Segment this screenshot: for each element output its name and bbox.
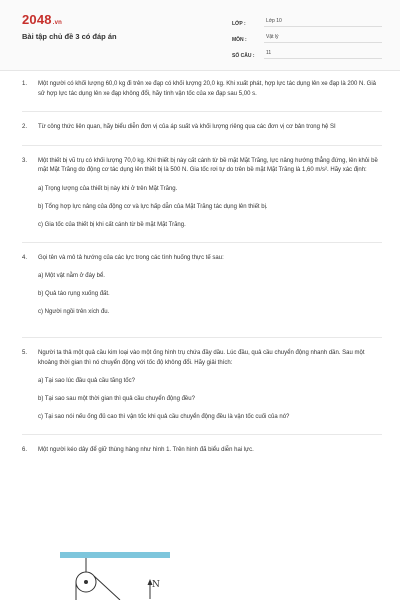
divider: [22, 145, 382, 146]
divider: [22, 111, 382, 112]
question-5: [22, 349, 382, 422]
sub-question: a) Tại sao lúc đầu quả cầu tăng tốc?: [38, 378, 135, 384]
sub-question: a) Trọng lượng của thiết bị này khi ở trên Mặt Trăng.: [38, 185, 178, 192]
sub-question: b) Tổng hợp lực nâng của động cơ và lực hấp dẫn của Mặt Trăng tác dụng lên thiết bị.: [38, 203, 268, 210]
sub-question: c) Tại sao nói nếu ống đủ cao thì vận tốc khi quả cầu chuyển động đều là vận tốc cuối của nó?: [38, 414, 290, 420]
meta-question-count: [232, 45, 382, 59]
pulley-axle: [84, 580, 88, 584]
force-label-n: N: [152, 580, 160, 590]
divider: [22, 337, 382, 338]
meta-value: 11: [264, 50, 382, 59]
meta-value: Vật lý: [264, 34, 382, 43]
sub-question: b) Tại sao sau một thời gian thì quả cầu chuyển động đều?: [38, 396, 195, 402]
question-number: 3.: [22, 157, 28, 164]
question-number: 4.: [22, 254, 28, 261]
meta-subject: [232, 29, 382, 43]
page-header: [0, 0, 400, 71]
meta-value: Lớp 10: [264, 18, 382, 27]
question-3: [22, 157, 382, 230]
sub-question: a) Một vật nằm ở đáy bể.: [38, 273, 105, 279]
question-text: Từ công thức liên quan, hãy biểu diễn đơn vị của áp suất và khối lượng riêng qua các đơn vị cơ bản trong hệ SI: [38, 124, 336, 130]
document-meta: [232, 13, 382, 61]
question-text: Một thiết bị vũ trụ có khối lượng 70,0 kg. Khi thiết bị này cất cánh từ bề mặt Mặt Trăng, lực nâng hướng thẳng đứng, lên khỏi bề mặt Mặt Trăng do động cơ tác dụng lên thiết bị là 500 N. Gia tốc rơi tự do trên bề mặt Mặt Trăng là 1,60 m/s². Hãy xác định:: [38, 157, 378, 173]
meta-label: LỚP :: [232, 21, 246, 27]
question-number: 5.: [22, 350, 28, 356]
site-logo[interactable]: 2048.vn: [22, 12, 63, 27]
question-text: Một người có khối lượng 60,0 kg đi trên xe đạp có khối lượng 20,0 kg. Khi xuất phát, hợp lực tác dụng lên xe đạp là 200 N. Giả sử hợp lực tác dụng lên xe đạp không đổi, hãy tính vận tốc của xe đạp sau 5,00 s.: [38, 81, 376, 97]
question-6: [22, 446, 382, 456]
pulley-diagram: [60, 552, 180, 600]
sub-question: c) Người ngồi trên xích đu.: [38, 309, 110, 315]
document-title: Bài tập chủ đề 3 có đáp án: [22, 32, 117, 41]
question-text: Gọi tên và mô tả hướng của các lực trong các tình huống thực tế sau:: [38, 254, 224, 261]
meta-label: SỐ CÂU :: [232, 53, 255, 59]
question-list: [22, 80, 382, 456]
rope-right: [94, 576, 120, 600]
question-number: 2.: [22, 124, 28, 130]
question-text: Người ta thả một quả cầu kim loại vào một ống hình trụ chứa đầy dầu. Lúc đầu, quả cầu chuyển động nhanh dần. Sau một khoảng thời gian thì nó chuyển động với tốc độ không đổi. Hãy giải thích:: [38, 350, 365, 366]
question-number: 6.: [22, 447, 28, 453]
sub-question: c) Gia tốc của thiết bị khi cất cánh từ bề mặt Mặt Trăng.: [38, 221, 186, 228]
figure-1-pulley: [60, 552, 180, 600]
question-2: [22, 123, 382, 133]
meta-class: [232, 13, 382, 27]
question-1: [22, 80, 382, 99]
divider: [22, 242, 382, 243]
divider: [22, 434, 382, 435]
meta-label: MÔN :: [232, 37, 247, 43]
question-4: [22, 254, 382, 318]
sub-question: b) Quả táo rụng xuống đất.: [38, 291, 110, 297]
question-number: 1.: [22, 81, 28, 87]
question-text: Một người kéo dây để giữ thùng hàng như hình 1. Trên hình đã biểu diễn hai lực.: [38, 447, 254, 453]
